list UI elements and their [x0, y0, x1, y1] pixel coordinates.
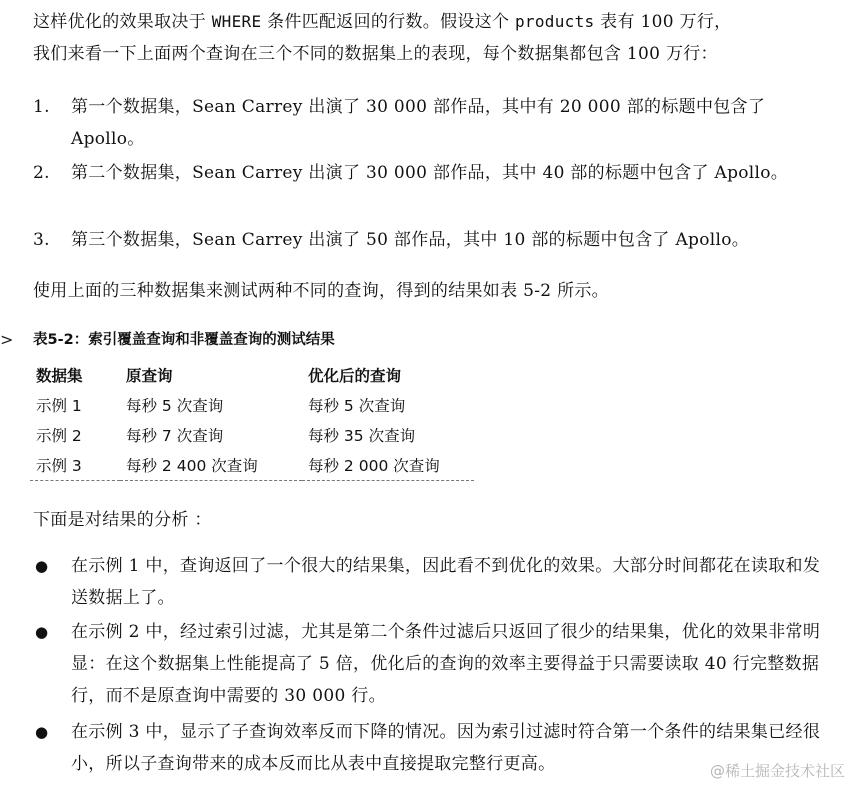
- results-table: [30, 359, 474, 481]
- table-cell: 每秒 35 次查询: [308, 427, 416, 445]
- column-header-original-query: 原查询: [126, 367, 173, 385]
- dataset-number: 1.: [33, 97, 50, 117]
- column-header-dataset: 数据集: [36, 367, 83, 385]
- table-cell: 示例 1: [36, 397, 82, 415]
- dataset-text: 第一个数据集，Sean Carrey 出演了 30 000 部作品，其中有 20 000 部的标题中包含了 Apollo。: [71, 97, 766, 149]
- table-row: [30, 390, 474, 420]
- table-cell: 示例 3: [30, 450, 120, 481]
- bullet-icon: ●: [35, 557, 49, 575]
- table-row: [30, 450, 474, 481]
- intro-text-c: 表有 100 万行，: [594, 12, 732, 32]
- analysis-intro: 下面是对结果的分析 ：: [33, 510, 212, 530]
- products-table-name: products: [515, 12, 595, 31]
- dataset-item-2: [33, 157, 833, 221]
- bullet-icon: ●: [35, 623, 49, 641]
- intro-text-a: 这样优化的效果取决于: [33, 12, 212, 32]
- dataset-text: 第二个数据集，Sean Carrey 出演了 30 000 部作品，其中 40 部的标题中包含了 Apollo。: [71, 163, 789, 183]
- bullet-text: 在示例 3 中，显示了子查询效率反而下降的情况。因为索引过滤时符合第一个条件的结果集已经很小，所以子查询带来的成本反而比从表中直接提取完整行更高。: [71, 722, 821, 774]
- table-cell: 每秒 2 000 次查询: [302, 450, 474, 481]
- dataset-item-1: [33, 91, 833, 155]
- table-cell: 每秒 5 次查询: [308, 397, 406, 415]
- analysis-bullet-2: [33, 616, 833, 712]
- bullet-text: 在示例 1 中，查询返回了一个很大的结果集，因此看不到优化的效果。大部分时间都花在读取和发送数据上了。: [71, 556, 821, 608]
- test-description: 使用上面的三种数据集来测试两种不同的查询，得到的结果如表 5-2 所示。: [33, 281, 609, 301]
- where-keyword: WHERE: [211, 12, 262, 31]
- table-row: [30, 420, 474, 450]
- table-header-row: [30, 359, 474, 390]
- dataset-number: 3.: [33, 230, 50, 250]
- bullet-icon: ●: [35, 723, 49, 741]
- intro-paragraph: [33, 6, 833, 70]
- table-cell: 每秒 7 次查询: [126, 427, 224, 445]
- analysis-bullet-1: [33, 550, 833, 614]
- table-cell: 每秒 5 次查询: [126, 397, 224, 415]
- dataset-text: 第三个数据集，Sean Carrey 出演了 50 部作品，其中 10 部的标题中包含了 Apollo。: [71, 230, 750, 250]
- dataset-item-3: [33, 224, 833, 256]
- intro-text-b: 条件匹配返回的行数。假设这个: [261, 12, 515, 32]
- chevron-right-icon: >: [0, 330, 14, 349]
- table-caption: 表5-2：索引覆盖查询和非覆盖查询的测试结果: [33, 332, 335, 348]
- table-cell: 每秒 2 400 次查询: [120, 450, 302, 481]
- bullet-text: 在示例 2 中，经过索引过滤，尤其是第二个条件过滤后只返回了很少的结果集，优化的效果非常明显：在这个数据集上性能提高了 5 倍，优化后的查询的效率主要得益于只需要读取 40 行完整数据行，而不是原查询中需要的 30 000 行。: [71, 622, 821, 706]
- watermark: @稀土掘金技术社区: [709, 762, 845, 780]
- dataset-number: 2.: [33, 163, 50, 183]
- intro-line-2: 我们来看一下上面两个查询在三个不同的数据集上的表现，每个数据集都包含 100 万行：: [33, 44, 718, 64]
- table-cell: 示例 2: [36, 427, 82, 445]
- column-header-optimized-query: 优化后的查询: [308, 367, 402, 385]
